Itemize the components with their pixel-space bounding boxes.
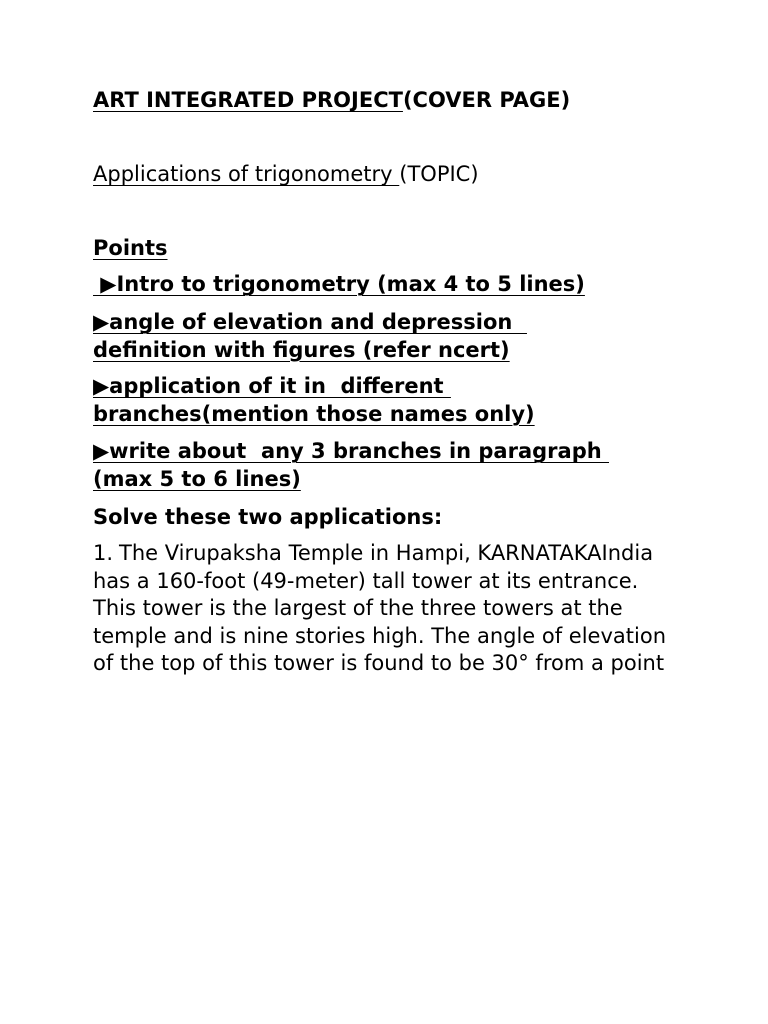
point-line: ▶Intro to trigonometry (max 4 to 5 lines) [93,272,585,296]
point-item-angle [93,309,693,364]
point-item-application [93,373,693,428]
point-line: ▶angle of elevation and depression [93,310,527,334]
problem-text: The Virupaksha Temple in Hampi, KARNATAKAIndia has a 160-foot (49-meter) tall tower at its entrance. This tower is the largest of the three towers at the temple and is nine stories high. The angle of elevation of the top of this tower is found to be 30° from a point [93,541,666,676]
point-item-branches [93,438,693,493]
problem-number: 1. [93,541,114,565]
topic-line [93,160,479,188]
points-heading: Points [93,236,168,260]
page-title [93,86,570,114]
solve-heading: Solve these two applications: [93,505,443,529]
point-line: branches(mention those names only) [93,401,535,426]
topic-underlined: Applications of trigonometry [93,162,400,186]
point-line: definition with figures (refer ncert) [93,337,510,362]
point-line: ▶application of it in different [93,374,451,398]
problem-paragraph [93,540,683,678]
title-underlined: ART INTEGRATED PROJECT [93,88,403,112]
point-line: (max 5 to 6 lines) [93,466,301,491]
topic-suffix: (TOPIC) [399,162,479,186]
point-item-intro [93,271,693,299]
title-suffix: (COVER PAGE) [402,88,571,112]
point-line: ▶write about any 3 branches in paragraph [93,439,609,463]
